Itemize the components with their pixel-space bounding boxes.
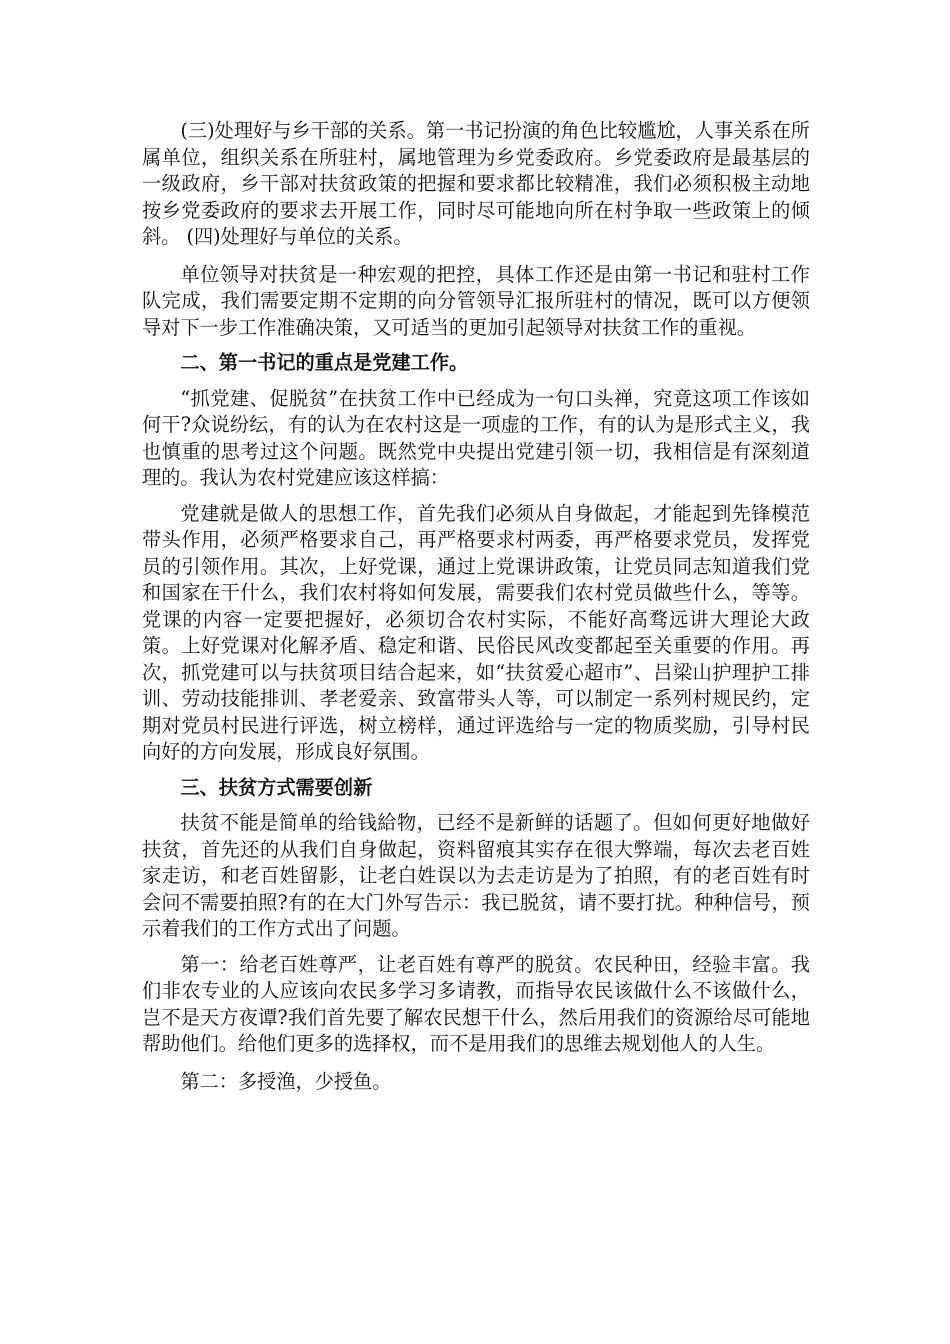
paragraph-gap (142, 1058, 810, 1069)
section-heading-innovation: 三、扶贫方式需要创新 (180, 775, 373, 799)
paragraph-gap (142, 251, 810, 262)
paragraph-unit-leadership: 单位领导对扶贫是一种宏观的把控，具体工作还是由第一书记和驻村工作队完成，我们需要定期不定期的向分管领导汇报所驻村的情况，既可以方便领导对下一步工作准确决策，又可适当的更加引起领导对扶贫工作的重视。 (142, 262, 810, 339)
paragraph-gap (142, 943, 810, 952)
paragraph-teach-fishing: 第二：多授渔，少授鱼。 (180, 1069, 392, 1093)
paragraph-gap (142, 766, 810, 775)
paragraph-innovation-intro: 扶贫不能是简单的给钱給物，已经不是新鲜的话题了。但如何更好地做好扶贫，首先还的从我们自身做起，资料留痕其实存在很大弊端，每次去老百姓家走访，和老百姓留影，让老白姓误以为去走访是为了拍照，有的老百姓有时会问不需要拍照?有的在大门外写告示：我已脱贫，请不要打扰。种种信号，预示着我们的工作方式出了问题。 (142, 811, 810, 940)
paragraph-gap (142, 492, 810, 501)
paragraph-gap (142, 801, 810, 810)
paragraph-gap (142, 377, 810, 386)
paragraph-party-building-intro: “抓党建、促脱贫”在扶贫工作中已经成为一句口头禅，究竟这项工作该如何干?众说纷纭，有的认为在农村这是一项虚的工作，有的认为是形式主义，我也慎重的思考过这个问题。既然党中央提出党建引领一切，我相信是有深刻道理的。我认为农村党建应该这样搞： (142, 386, 810, 489)
paragraph-party-building-details: 党建就是做人的思想工作，首先我们必须从自身做起，才能起到先锋模范带头作用，必须严格要求自己，再严格要求村两委，再严格要求党员，发挥党员的引领作用。其次，上好党课，通过上党课讲政策，让党员同志知道我们党和国家在干什么，我们农村将如何发展，需要我们农村党员做些什么，等等。党课的内容一定要把握好，必须切合农村实际，不能好高骛远讲大理论大政策。上好党课对化解矛盾、稳定和谐、民俗民风改变都起至关重要的作用。再次，抓党建可以与扶贫项目结合起来，如“扶贫爱心超市”、吕梁山护理护工排训、劳动技能排训、孝老爱亲、致富带头人等，可以制定一系列村规民约，定期对党员村民进行评选，树立榜样，通过评选给与一定的物质奖励，引导村民向好的方向发展，形成良好氛围。 (142, 501, 810, 763)
paragraph-dignity: 第一：给老百姓尊严，让老百姓有尊严的脱贫。农民种田，经验丰富。我们非农专业的人应该向农民多学习多请教，而指导农民该做什么不该做什么，岂不是天方夜谭?我们首先要了解农民想干什么，然后用我们的资源给尽可能地帮助他们。给他们更多的选择权，而不是用我们的思维去规划他人的人生。 (142, 952, 810, 1055)
document-page (142, 118, 810, 1095)
paragraph-gap (142, 341, 810, 350)
paragraph-township-cadres: (三)处理好与乡干部的关系。第一书记扮演的角色比较尴尬，人事关系在所属单位，组织关系在所驻村，属地管理为乡党委政府。乡党委政府是最基层的一级政府，乡干部对扶贫政策的把握和要求都比较精准，我们必须积极主动地按乡党委政府的要求去开展工作，同时尽可能地向所在村争取一些政策上的倾斜。 (四)处理好与单位的关系。 (142, 119, 810, 248)
section-heading-party-building: 二、第一书记的重点是党建工作。 (180, 351, 469, 374)
